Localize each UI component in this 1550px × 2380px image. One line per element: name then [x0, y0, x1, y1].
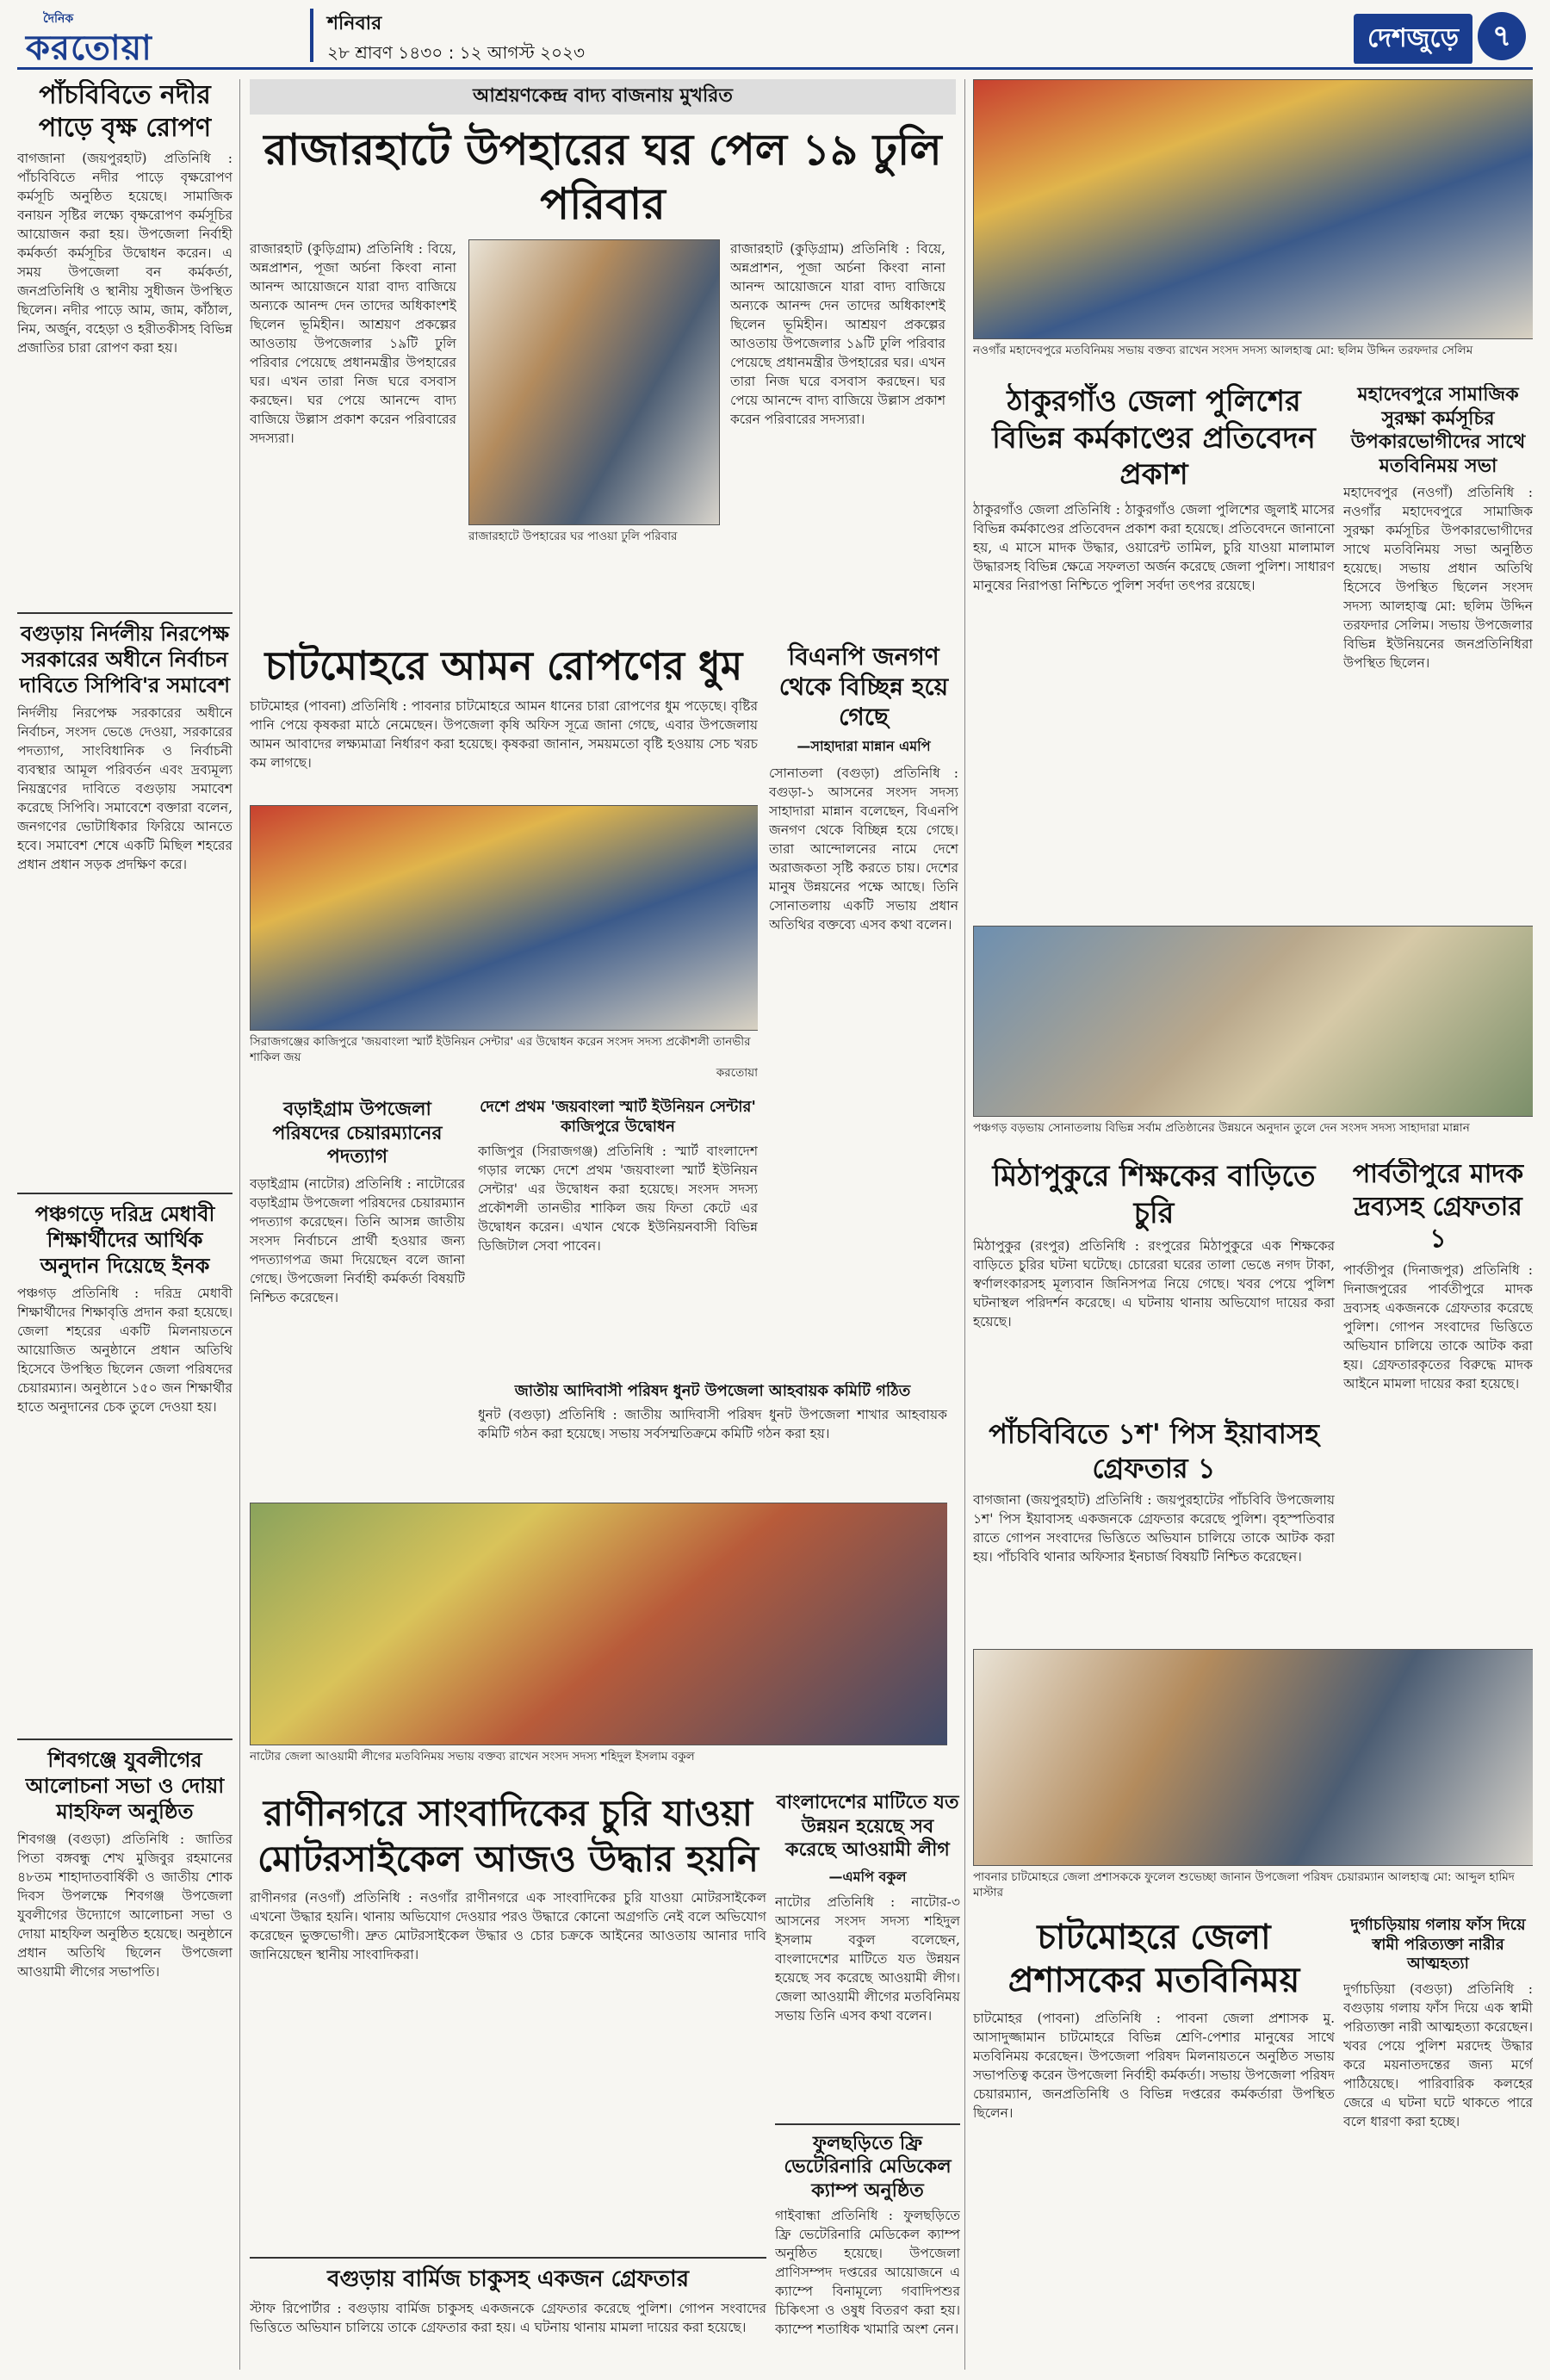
headline-parbatipur: পার্বতীপুরে মাদক দ্রব্যসহ গ্রেফতার ১ [1352, 1159, 1524, 1254]
date-line: ২৮ শ্রাবণ ১৪৩০ : ১২ আগস্ট ২০২৩ [327, 42, 585, 62]
body-mithapukur: মিঠাপুকুর (রংপুর) প্রতিনিধি : রংপুরের মিঠাপুকুরে এক শিক্ষকের বাড়িতে চুরির ঘটনা ঘটেছে। চোরেরা ঘরের তালা ভেঙে নগদ টাকা, স্বর্ণালংকারসহ মূল্যবান জিনিসপত্র নিয়ে গেছে। খবর পেয়ে পুলিশ ঘটনাস্থল পরিদর্শন করেছে। এ ঘটনায় থানায় অভিযোগ দায়ের করা হয়েছে। [973, 1238, 1335, 1329]
story-chatmohor-amon [250, 641, 758, 796]
photo-block-kazipur [250, 805, 758, 1089]
lead-headline: রাজারহাটে উপহারের ঘর পেল ১৯ ঢুলি পরিবার [264, 125, 942, 229]
body-chatmohor-dc: চাটমোহর (পাবনা) প্রতিনিধি : পাবনা জেলা প্রশাসক মু. আসাদুজ্জামান চাটমোহরে বিভিন্ন শ্রেণি-পেশার মানুষের সাথে মতবিনিময় করেছেন। উপজেলা পরিষদ মিলনায়তনে অনুষ্ঠিত সভায় সভাপতিত্ব করেন উপজেলা নির্বাহী কর্মকর্তা। সভায় উপজেলা পরিষদ চেয়ারম্যান, জনপ্রতিনিধি ও বিভিন্ন দপ্তরের কর্মকর্তারা উপস্থিত ছিলেন। [973, 2011, 1335, 2121]
logo-small-text: দৈনিক [43, 12, 74, 26]
photo-block-sonatala [973, 926, 1533, 1150]
spacer [769, 1378, 958, 1386]
story-thakurgaon [973, 383, 1335, 917]
body-raninagar: রাণীনগর (নওগাঁ) প্রতিনিধি : নওগাঁর রাণীনগরে এক সাংবাদিকের চুরি যাওয়া মোটরসাইকেল এখনো উদ্ধার হয়নি। থানায় অভিযোগ দেওয়ার পরও উদ্ধারে কোনো অগ্রগতি নেই বলে অভিযোগ করেছেন ভুক্তভোগী। দ্রুত মোটরসাইকেল উদ্ধার ও চোর চক্রকে আইনের আওতায় আনার দাবি জানিয়েছেন স্থানীয় সাংবাদিকরা। [250, 1890, 766, 1962]
caption-sonatala: পঞ্চগড় বড়ভায় সোনাতলায় বিভিন্ন সর্বাম প্রতিষ্ঠানের উন্নয়নে অনুদান তুলে দেন সংসদ সদস্য সাহাদারা মান্নান [973, 1121, 1470, 1135]
logo-main-text: করতোয়া [26, 28, 152, 62]
section-name: দেশজুড়ে [1354, 14, 1472, 64]
column-rule [964, 79, 965, 2370]
headline-panchbibi-tree: পাঁচবিবিতে নদীর পাড়ে বৃক্ষ রোপণ [38, 80, 212, 143]
headline-thakurgaon: ঠাকুরগাঁও জেলা পুলিশের বিভিন্ন কর্মকাণ্ডের প্রতিবেদন প্রকাশ [992, 384, 1316, 492]
caption-mohadebpur: নওগাঁর মহাদেবপুরে মতবিনিময় সভায় বক্তব্য রাখেন সংসদ সদস্য আলহাজ্ব মো: ছলিম উদ্দিন তরফদার সেলিম [973, 344, 1473, 357]
left-column [17, 79, 232, 2370]
caption-chatmohor-dc: পাবনার চাটমোহরে জেলা প্রশাসককে ফুলেল শুভেচ্ছা জানান উপজেলা পরিষদ চেয়ারম্যান আলহাজ্ব মো: আব্দুল হামিদ মাস্টার [973, 1870, 1515, 1900]
headline-adivasi: জাতীয় আদিবাসী পরিষদ ধুনট উপজেলা আহবায়ক কমিটি গঠিত [514, 1382, 911, 1400]
byline-awamileague: —এমপি বকুল [828, 1868, 907, 1885]
body-panchbibi-tree: বাগজানা (জয়পুরহাট) প্রতিনিধি : পাঁচবিবিতে নদীর পাড়ে বৃক্ষরোপণ কর্মসূচি অনুষ্ঠিত হয়েছে। সামাজিক বনায়ন সৃষ্টির লক্ষ্যে বৃক্ষরোপণ কর্মসূচির আয়োজন করা হয়। উপজেলা নির্বাহী কর্মকর্তা কর্মসূচির উদ্বোধন করেন। এ সময় উপজেলা বন কর্মকর্তা, জনপ্রতিনিধি ও স্থানীয় সুধীজন উপস্থিত ছিলেন। নদীর পাড়ে আম, জাম, কাঁঠাল, নিম, অর্জুন, বহেড়া ও হরীতকীসহ বিভিন্ন প্রজাতির চারা রোপণ করা হয়। [17, 151, 232, 356]
body-panchbibi-yaba: বাগজানা (জয়পুরহাট) প্রতিনিধি : জয়পুরহাটের পাঁচবিবি উপজেলায় ১শ' পিস ইয়াবাসহ একজনকে গ্রেফতার করেছে পুলিশ। বৃহস্পতিবার রাতে গোপন সংবাদের ভিত্তিতে অভিযান চালিয়ে তাকে আটক করা হয়। পাঁচবিবি থানার অফিসার ইনচার্জ বিষয়টি নিশ্চিত করেছেন। [973, 1492, 1335, 1565]
story-durgapur [1343, 1916, 1533, 2368]
lead-photo-caption: রাজারহাটে উপহারের ঘর পাওয়া ঢুলি পরিবার [468, 530, 678, 543]
credit-kazipur: করতোয়া [716, 1066, 758, 1081]
photo-natore [250, 1503, 947, 1745]
body-thakurgaon: ঠাকুরগাঁও জেলা প্রতিনিধি : ঠাকুরগাঁও জেলা পুলিশের জুলাই মাসের বিভিন্ন কর্মকাণ্ডের প্রতিবেদন প্রকাশ করা হয়েছে। প্রতিবেদনে জানানো হয়, এ মাসে মাদক উদ্ধার, ওয়ারেন্ট তামিল, চুরি যাওয়া মালামাল উদ্ধারসহ বিভিন্ন ক্ষেত্রে সফলতা অর্জন করেছে জেলা পুলিশ। সাধারণ মানুষের নিরাপত্তা নিশ্চিতে পুলিশ সর্বদা তৎপর রয়েছে। [973, 501, 1335, 593]
headline-bnp: বিএনপি জনগণ থেকে বিচ্ছিন্ন হয়ে গেছে [778, 642, 949, 731]
headline-chatmohor-dc: চাটমোহরে জেলা প্রশাসকের মতবিনিময় [1008, 1918, 1300, 2000]
headline-mohadebpur: মহাদেবপুরে সামাজিক সুরক্ষা কর্মসূচির উপকারভোগীদের সাথে মতবিনিময় সভা [1350, 384, 1526, 477]
headline-awamileague: বাংলাদেশের মাটিতে যত উন্নয়ন হয়েছে সব করেছে আওয়ামী লীগ [776, 1792, 959, 1861]
story-awamileague [775, 1791, 960, 2368]
headline-fulbari: ফুলছড়িতে ফ্রি ভেটেরিনারি মেডিকেল ক্যাম্প অনুষ্ঠিত [784, 2132, 952, 2202]
story-parbatipur [1343, 1158, 1533, 1640]
body-parbatipur: পার্বতীপুর (দিনাজপুর) প্রতিনিধি : দিনাজপুরের পার্বতীপুরে মাদক দ্রব্যসহ একজনকে গ্রেফতার করেছে পুলিশ। গোপন সংবাদের ভিত্তিতে অভিযান চালিয়ে তাকে আটক করা হয়। গ্রেফতারকৃতের বিরুদ্ধে মাদক আইনে মামলা দায়ের করা হয়েছে। [1343, 1261, 1533, 1391]
photo-chatmohor-dc [973, 1649, 1533, 1866]
story-panchbibi-yaba [973, 1416, 1335, 1640]
divider [250, 2257, 766, 2259]
divider [17, 612, 232, 614]
body-chatmohor-amon: চাটমোহর (পাবনা) প্রতিনিধি : পাবনার চাটমোহরে আমন ধানের চারা রোপণের ধুম পড়েছে। বৃষ্টির পানি পেয়ে কৃষকরা মাঠে নেমেছেন। উপজেলা কৃষি অফিস সূত্রে জানা গেছে, এবার উপজেলায় আমন আবাদের লক্ষ্যমাত্রা নির্ধারণ করা হয়েছে। কৃষকরা জানান, সময়মতো বৃষ্টি হওয়ায় সেচ খরচ কম লাগছে। [250, 697, 758, 771]
masthead-logo [17, 9, 301, 62]
section-banner [1145, 7, 1533, 64]
photo-kazipur [250, 805, 758, 1031]
divider [17, 1739, 232, 1740]
headline-durgapur: দুর্গাচড়িয়ায় গলায় ফাঁস দিয়ে স্বামী পরিত্যক্তা নারীর আত্মহত্যা [1350, 1916, 1526, 1973]
body-bnp: সোনাতলা (বগুড়া) প্রতিনিধি : বগুড়া-১ আসনের সংসদ সদস্য সাহাদারা মান্নান বলেছেন, বিএনপি জনগণ থেকে বিচ্ছিন্ন হয়ে গেছে। তারা আন্দোলনের নামে দেশে অরাজকতা সৃষ্টি করতে চায়। দেশের মানুষ উন্নয়নের পক্ষে আছে। তিনি সোনাতলায় একটি সভায় প্রধান অতিথির বক্তব্যে এসব কথা বলেন। [769, 765, 958, 933]
lead-photo [468, 239, 720, 525]
lead-kicker: আশ্রয়ণকেন্দ্র বাদ্য বাজনায় মুখরিত [250, 79, 956, 115]
body-cpb: নির্দলীয় নিরপেক্ষ সরকারের অধীনে নির্বাচন, সংসদ ভেঙে দেওয়া, সরকারের পদত্যাগ, সাংবিধানিক ও নির্বাচনী ব্যবস্থার আমূল পরিবর্তন এবং দ্রব্যমূল্য নিয়ন্ত্রণের দাবিতে বগুড়ায় সমাবেশ করেছে সিপিবি। সমাবেশে বক্তারা বলেন, জনগণের ভোটাধিকার ফিরিয়ে আনতে হবে। সমাবেশ শেষে একটি মিছিল শহরের প্রধান প্রধান সড়ক প্রদক্ষিণ করে। [17, 705, 232, 872]
weekday: শনিবার [327, 13, 382, 34]
story-mithapukur [973, 1158, 1335, 1408]
headline-boraigram: বড়াইগ্রাম উপজেলা পরিষদের চেয়ারম্যানের পদত্যাগ [272, 1099, 443, 1168]
headline-panchagarh: পঞ্চগড়ে দরিদ্র মেধাবী শিক্ষার্থীদের আর্থিক অনুদান দিয়েছে ইনক [34, 1202, 215, 1278]
body-adivasi: ধুনট (বগুড়া) প্রতিনিধি : জাতীয় আদিবাসী পরিষদ ধুনট উপজেলা শাখার আহবায়ক কমিটি গঠন করা হয়েছে। সভায় সর্বসম্মতিক্রমে কমিটি গঠন করা হয়। [478, 1406, 947, 1441]
caption-natore: নাটোর জেলা আওয়ামী লীগের মতবিনিময় সভায় বক্তব্য রাখেন সংসদ সদস্য শহিদুল ইসলাম বকুল [250, 1750, 695, 1763]
photo-block-chatmohor-dc [973, 1649, 1533, 1907]
masthead-date [310, 9, 827, 62]
body-bogura-arrest: স্টাফ রিপোর্টার : বগুড়ায় বার্মিজ চাকুসহ একজনকে গ্রেফতার করেছে পুলিশ। গোপন সংবাদের ভিত্তিতে অভিযান চালিয়ে তাকে গ্রেফতার করা হয়। এ ঘটনায় থানায় মামলা দায়ের করা হয়েছে। [250, 2300, 766, 2335]
photo-block-natore [250, 1503, 947, 1782]
lead-body-col2: রাজারহাট (কুড়িগ্রাম) প্রতিনিধি : বিয়ে, অন্নপ্রাশন, পূজা অর্চনা কিংবা নানা আনন্দ আয়োজনে যারা বাদ্য বাজিয়ে অন্যকে আনন্দ দেন তাদের অধিকাংশই ছিলেন ভূমিহীন। আশ্রয়ণ প্রকল্পের আওতায় উপজেলার ১৯টি ঢুলি পরিবার পেয়েছে প্রধানমন্ত্রীর উপহারের ঘর। এখন তারা নিজ ঘরে বসবাস করছেন। ঘর পেয়ে আনন্দে বাদ্য বাজিয়ে উল্লাস প্রকাশ করেন পরিবারের সদস্যরা। [730, 241, 946, 427]
photo-block-mohadebpur [973, 79, 1533, 372]
byline-bnp: —সাহাদারা মান্নান এমপি [797, 738, 931, 754]
body-shibganj: শিবগঞ্জ (বগুড়া) প্রতিনিধি : জাতির পিতা বঙ্গবন্ধু শেখ মুজিবুর রহমানের ৪৮তম শাহাদাতবার্ষিকী ও জাতীয় শোক দিবস উপলক্ষে শিবগঞ্জ উপজেলা যুবলীগের উদ্যোগে আলোচনা সভা ও দোয়া মাহফিল অনুষ্ঠিত হয়েছে। অনুষ্ঠানে প্রধান অতিথি ছিলেন উপজেলা আওয়ামী লীগের সভাপতি। [17, 1831, 232, 1980]
story-mohadebpur [1343, 383, 1533, 917]
spacer [769, 1339, 958, 1373]
body-mohadebpur: মহাদেবপুর (নওগাঁ) প্রতিনিধি : নওগাঁর মহাদেবপুরে সামাজিক সুরক্ষা কর্মসূচির উপকারভোগীদের সাথে মতবিনিময় সভা অনুষ্ঠিত হয়েছে। সভায় প্রধান অতিথি হিসেবে উপস্থিত ছিলেন সংসদ সদস্য আলহাজ্ব মো: ছলিম উদ্দিন তরফদার সেলিম। সভায় উপজেলার বিভিন্ন ইউনিয়নের জনপ্রতিনিধিরা উপস্থিত ছিলেন। [1343, 485, 1533, 671]
body-boraigram: বড়াইগ্রাম (নাটোর) প্রতিনিধি : নাটোরের বড়াইগ্রাম উপজেলা পরিষদের চেয়ারম্যান পদত্যাগ করেছেন। তিনি আসন্ন জাতীয় সংসদ নির্বাচনে প্রার্থী হওয়ার জন্য পদত্যাগপত্র জমা দিয়েছেন বলে জানা গেছে। উপজেলা নির্বাহী কর্মকর্তা বিষয়টি নিশ্চিত করেছেন। [250, 1175, 465, 1305]
headline-kazipur: দেশে প্রথম 'জয়বাংলা স্মার্ট ইউনিয়ন সেন্টার' কাজিপুরে উদ্বোধন [480, 1098, 756, 1136]
headline-mithapukur: মিঠাপুকুরে শিক্ষকের বাড়িতে চুরি [992, 1159, 1316, 1230]
headline-raninagar: রাণীনগরে সাংবাদিকের চুরি যাওয়া মোটরসাইকেল আজও উদ্ধার হয়নি [257, 1792, 759, 1880]
photo-sonatala [973, 926, 1533, 1117]
photo-mohadebpur [973, 79, 1533, 339]
divider [775, 2123, 960, 2125]
headline-shibganj: শিবগঞ্জে যুবলীগের আলোচনা সভা ও দোয়া মাহফিল অনুষ্ঠিত [25, 1748, 225, 1824]
headline-panchbibi-yaba: পাঁচবিবিতে ১শ' পিস ইয়াবাসহ গ্রেফতার ১ [989, 1417, 1319, 1484]
story-chatmohor-dc [973, 1916, 1335, 2368]
body-durgapur: দুর্গাচড়িয়া (বগুড়া) প্রতিনিধি : বগুড়ায় গলায় ফাঁস দিয়ে এক স্বামী পরিত্যক্তা নারী আত্মহত্যা করেছেন। খবর পেয়ে পুলিশ মরদেহ উদ্ধার করে ময়নাতদন্তের জন্য মর্গে পাঠিয়েছে। পারিবারিক কলহের জেরে এ ঘটনা ঘটে থাকতে পারে বলে ধারণা করা হচ্ছে। [1343, 1980, 1533, 2129]
divider [17, 1193, 232, 1194]
body-awamileague: নাটোর প্রতিনিধি : নাটোর-৩ আসনের সংসদ সদস্য শহিদুল ইসলাম বকুল বলেছেন, বাংলাদেশের মাটিতে যত উন্নয়ন হয়েছে সব করেছে আওয়ামী লীগ। জেলা আওয়ামী লীগের মতবিনিময় সভায় তিনি এসব কথা বলেন। [775, 1893, 960, 2024]
masthead-rule [17, 67, 1533, 70]
column-rule [239, 79, 240, 2370]
headline-bogura-arrest: বগুড়ায় বার্মিজ চাকুসহ একজন গ্রেফতার [326, 2266, 690, 2292]
headline-chatmohor-amon: চাটমোহরে আমন রোপণের ধুম [264, 642, 743, 689]
story-bnp [769, 641, 958, 1330]
lead-story [250, 79, 956, 630]
story-raninagar [250, 1791, 766, 2368]
story-adivasi [478, 1382, 947, 1494]
caption-kazipur: সিরাজগঞ্জের কাজিপুরে 'জয়বাংলা স্মার্ট ইউনিয়ন সেন্টার' এর উদ্বোধন করেন সংসদ সদস্য প্রকৌশলী তানভীর শাকিল জয় [250, 1035, 751, 1065]
story-kazipur [478, 1098, 758, 1373]
body-fulbari: গাইবান্ধা প্রতিনিধি : ফুলছড়িতে ফ্রি ভেটেরিনারি মেডিকেল ক্যাম্প অনুষ্ঠিত হয়েছে। উপজেলা প্রাণিসম্পদ দপ্তরের আয়োজনে এ ক্যাম্পে বিনামূল্যে গবাদিপশুর চিকিৎসা ও ওষুধ বিতরণ করা হয়। ক্যাম্পে শতাধিক খামারি অংশ নেন। [775, 2208, 960, 2337]
body-kazipur: কাজিপুর (সিরাজগঞ্জ) প্রতিনিধি : স্মার্ট বাংলাদেশ গড়ার লক্ষ্যে দেশে প্রথম 'জয়বাংলা স্মার্ট ইউনিয়ন সেন্টার' এর উদ্বোধন করা হয়েছে। সংসদ সদস্য প্রকৌশলী তানভীর শাকিল জয় ফিতা কেটে এর উদ্বোধন করেন। এখান থেকে ইউনিয়নবাসী বিভিন্ন ডিজিটাল সেবা পাবেন। [478, 1144, 758, 1254]
lead-body-col1: রাজারহাট (কুড়িগ্রাম) প্রতিনিধি : বিয়ে, অন্নপ্রাশন, পূজা অর্চনা কিংবা নানা আনন্দ আয়োজনে যারা বাদ্য বাজিয়ে অন্যকে আনন্দ দেন তাদের অধিকাংশই ছিলেন ভূমিহীন। আশ্রয়ণ প্রকল্পের আওতায় উপজেলার ১৯টি ঢুলি পরিবার পেয়েছে প্রধানমন্ত্রীর উপহারের ঘর। এখন তারা নিজ ঘরে বসবাস করছেন। ঘর পেয়ে আনন্দে বাদ্য বাজিয়ে উল্লাস প্রকাশ করেন পরিবারের সদস্যরা। [250, 241, 456, 446]
page-number: ৭ [1478, 12, 1526, 60]
headline-cpb: বগুড়ায় নির্দলীয় নিরপেক্ষ সরকারের অধীনে নির্বাচন দাবিতে সিপিবি'র সমাবেশ [19, 622, 231, 697]
body-panchagarh: পঞ্চগড় প্রতিনিধি : দরিদ্র মেধাবী শিক্ষার্থীদের শিক্ষাবৃত্তি প্রদান করা হয়েছে। জেলা শহরের একটি মিলনায়তনে আয়োজিত অনুষ্ঠানে প্রধান অতিথি হিসেবে উপস্থিত ছিলেন জেলা পরিষদের চেয়ারম্যান। অনুষ্ঠানে ১৫০ জন শিক্ষার্থীর হাতে অনুদানের চেক তুলে দেওয়া হয়। [17, 1286, 232, 1415]
